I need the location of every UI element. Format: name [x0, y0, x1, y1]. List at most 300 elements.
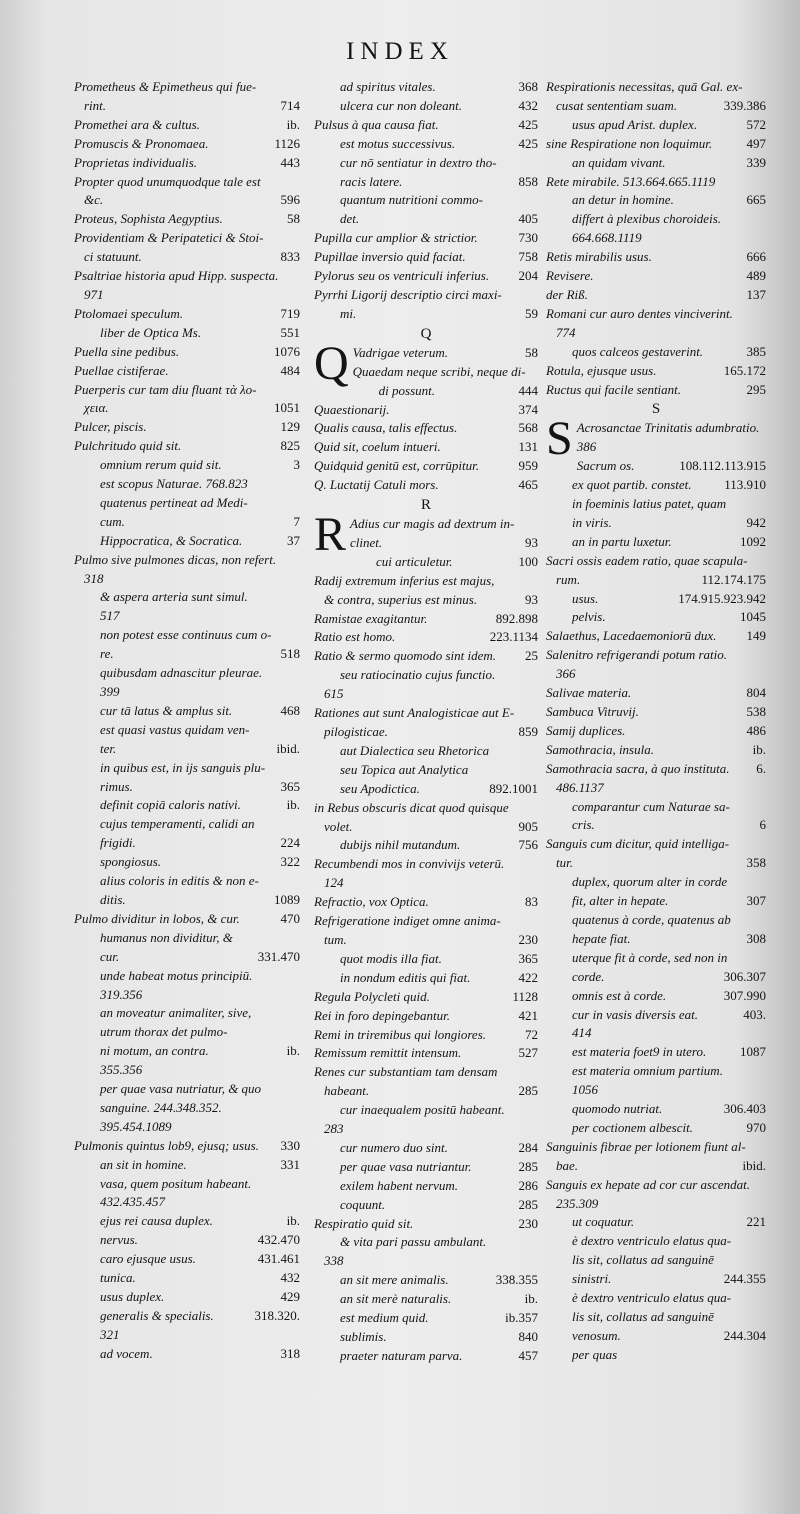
index-entry: [74, 645, 300, 664]
index-entry: [350, 515, 538, 534]
entry-page-ref: 959: [518, 458, 538, 474]
index-entry: [314, 457, 538, 476]
entry-text: differt à plexibus choroideis.: [572, 211, 721, 227]
entry-text: 366: [556, 666, 576, 682]
index-entry: [74, 1156, 300, 1175]
entry-page-ref: 59: [525, 305, 538, 321]
entry-page-ref: ib.357: [505, 1310, 538, 1326]
entry-text: Radij extremum inferius est majus,: [314, 572, 495, 588]
entry-page-ref: 365: [280, 778, 300, 794]
entry-page-ref: 970: [746, 1119, 766, 1135]
index-entry: [314, 1082, 538, 1101]
entry-text: cur in vasis diversis eat.: [572, 1006, 699, 1022]
entry-page-ref: 129: [280, 419, 300, 435]
entry-text: cur inaequalem positū habeant.: [340, 1102, 505, 1118]
index-entry: [546, 1043, 766, 1062]
entry-text: Samij duplices.: [546, 722, 626, 738]
entry-text: Romani cur auro dentes vinciverint.: [546, 305, 733, 321]
index-entry: [546, 286, 766, 305]
index-entry: [74, 872, 300, 891]
entry-text: est scopus Naturae. 768.823: [100, 476, 248, 492]
index-entry: [546, 116, 766, 135]
index-entry: [314, 1233, 538, 1252]
entry-page-ref: 244.355: [723, 1271, 766, 1287]
entry-text: Pupillae inversio quid faciat.: [314, 249, 466, 265]
entry-text: Rotula, ejusque usus.: [546, 362, 657, 378]
entry-text: Puellae cistiferae.: [74, 362, 169, 378]
entry-text: per quae vasa nutriantur.: [340, 1158, 472, 1174]
index-entry: [314, 1044, 538, 1063]
index-entry: [546, 1100, 766, 1119]
entry-page-ref: 72: [525, 1026, 538, 1042]
index-entry: [74, 399, 300, 418]
entry-page-ref: 1087: [740, 1044, 766, 1060]
entry-page-ref: 204: [518, 268, 538, 284]
index-entry: [314, 874, 538, 893]
index-entry: [314, 229, 538, 248]
entry-text: & aspera arteria sunt simul.: [100, 589, 248, 605]
index-entry: [546, 703, 766, 722]
index-entry: [546, 305, 766, 324]
entry-text: Acrosanctae Trinitatis adumbratio.: [576, 420, 760, 436]
entry-text: Puerperis cur tam diu fluant τὰ λο-: [74, 381, 257, 397]
entry-page-ref: 108.112.113.915: [679, 458, 766, 474]
entry-text: spongiosus.: [100, 854, 162, 870]
entry-page-ref: 425: [518, 135, 538, 151]
entry-text: Proteus, Sophista Aegyptius.: [74, 211, 223, 227]
entry-text: 414: [572, 1025, 592, 1041]
entry-text: cris.: [572, 817, 595, 833]
entry-text: seu ratiocinatio cujus functio.: [340, 667, 496, 683]
entry-text: an moveatur animaliter, sive,: [100, 1005, 252, 1021]
index-entry: [74, 948, 300, 967]
entry-text: est materia foet9 in utero.: [572, 1044, 707, 1060]
index-entry: [314, 572, 538, 591]
index-entry: [74, 1307, 300, 1326]
index-entry: [74, 1250, 300, 1269]
index-entry: [314, 685, 538, 704]
entry-page-ref: 719: [280, 305, 300, 321]
index-entry: [314, 1007, 538, 1026]
entry-page-ref: 368: [518, 79, 538, 94]
index-entry: [74, 78, 300, 97]
entry-page-ref: 596: [280, 192, 300, 208]
index-entry: [314, 912, 538, 931]
index-entry: [314, 931, 538, 950]
entry-page-ref: 224: [280, 835, 300, 851]
index-entry: [546, 949, 766, 968]
index-entry: [74, 418, 300, 437]
entry-page-ref: 25: [525, 648, 538, 664]
index-entry: [74, 626, 300, 645]
entry-page-ref: 58: [287, 211, 300, 227]
index-entry: [314, 286, 538, 305]
index-entry: [74, 1345, 300, 1364]
entry-text: Rationes aut sunt Analogisticae aut E-: [314, 705, 515, 721]
entry-text: Quaedam neque scribi, neque di-: [352, 363, 526, 379]
entry-text: an detur in homine.: [572, 192, 674, 208]
index-entry: [546, 1176, 766, 1195]
index-entry: [314, 855, 538, 874]
entry-page-ref: 825: [280, 438, 300, 454]
index-entry: [74, 551, 300, 570]
entry-page-ref: 58: [525, 344, 538, 360]
entry-text: det.: [340, 211, 360, 227]
entry-text: Ructus qui facile sentiant.: [546, 381, 682, 397]
index-entry: [74, 1137, 300, 1156]
entry-text: Pulmo dividitur in lobos, & cur.: [74, 910, 240, 926]
entry-text: Qualis causa, talis effectus.: [314, 420, 458, 436]
index-entry: [546, 968, 766, 987]
index-entry: [74, 1118, 300, 1137]
index-entry: [74, 286, 300, 305]
entry-page-ref: 339: [746, 154, 766, 170]
entry-page-ref: 307: [746, 893, 766, 909]
index-entry: [546, 911, 766, 930]
entry-text: Samothracia sacra, à quo instituta.: [546, 760, 730, 776]
index-column-1: [74, 78, 300, 1510]
index-entry: [546, 798, 766, 817]
index-column-2: [314, 78, 538, 1510]
page-header: INDEX: [346, 38, 454, 65]
entry-text: an sit in homine.: [100, 1156, 187, 1172]
index-entry: [546, 1232, 766, 1251]
entry-page-ref: 518: [280, 646, 300, 662]
entry-page-ref: 431.461: [257, 1251, 300, 1267]
index-entry: [546, 1119, 766, 1138]
index-entry: [546, 1024, 766, 1043]
index-entry: [74, 1061, 300, 1080]
index-entry: [74, 910, 300, 929]
entry-text: humanus non dividitur, &: [100, 929, 233, 945]
entry-text: 395.454.1089: [100, 1118, 172, 1134]
index-entry: [74, 532, 300, 551]
entry-text: der Riß.: [546, 286, 588, 302]
entry-page-ref: 6: [759, 817, 766, 833]
entry-text: Remissum remittit intensum.: [314, 1045, 462, 1061]
entry-page-ref: 942: [746, 514, 766, 530]
entry-page-ref: 443: [280, 154, 300, 170]
entry-page-ref: 3: [293, 457, 300, 473]
index-entry: [546, 1138, 766, 1157]
index-entry: [546, 476, 766, 495]
entry-page-ref: 1045: [740, 609, 766, 625]
index-entry: [546, 779, 766, 798]
index-entry: [314, 419, 538, 438]
entry-text: Sambuca Vitruvij.: [546, 704, 639, 719]
index-entry: [74, 97, 300, 116]
entry-text: Revisere.: [546, 268, 594, 284]
index-entry: [546, 210, 766, 229]
index-entry: [546, 514, 766, 533]
entry-page-ref: 572: [746, 116, 766, 132]
entry-text: 774: [556, 324, 576, 340]
entry-page-ref: 285: [518, 1083, 538, 1099]
entry-text: in foeminis latius patet, quam: [572, 496, 727, 512]
entry-text: Promethei ara & cultus.: [74, 116, 200, 132]
entry-text: Pulmo sive pulmones dicas, non refert.: [74, 551, 277, 567]
entry-text: est medium quid.: [340, 1310, 429, 1326]
index-entry: [314, 135, 538, 154]
entry-text: generalis & specialis.: [100, 1307, 214, 1323]
entry-text: fit, alter in hepate.: [572, 893, 669, 909]
entry-text: exilem habent nervum.: [340, 1177, 459, 1193]
entry-text: Retis mirabilis usus.: [546, 249, 652, 265]
entry-text: ter.: [100, 740, 117, 756]
entry-text: coquunt.: [340, 1196, 386, 1212]
index-entry: [546, 1251, 766, 1270]
entry-page-ref: 284: [518, 1139, 538, 1155]
index-entry: [74, 210, 300, 229]
entry-page-ref: 113.910: [724, 477, 766, 493]
entry-text: 355.356: [100, 1062, 143, 1078]
entry-page-ref: 665: [746, 192, 766, 208]
index-entry: [314, 191, 538, 210]
entry-text: rint.: [84, 97, 107, 113]
entry-page-ref: 527: [518, 1045, 538, 1061]
index-entry: [74, 1042, 300, 1061]
index-entry: [74, 1004, 300, 1023]
entry-page-ref: 330: [280, 1137, 300, 1153]
index-entry: [353, 344, 538, 363]
entry-page-ref: 859: [518, 724, 538, 739]
entry-page-ref: 489: [746, 268, 766, 284]
entry-page-ref: 318.320.: [254, 1307, 300, 1323]
index-entry: [74, 191, 300, 210]
entry-text: quantum nutritioni commo-: [340, 192, 483, 208]
entry-page-ref: 666: [746, 249, 766, 265]
index-entry: [353, 382, 538, 401]
entry-text: Ratio est homo.: [314, 629, 396, 645]
entry-page-ref: 285: [518, 1196, 538, 1212]
entry-text: habeant.: [324, 1083, 370, 1099]
entry-text: sine Respiratione non loquimur.: [546, 135, 713, 151]
drop-capital: R: [314, 508, 347, 562]
entry-text: non potest esse continuus cum o-: [100, 627, 272, 643]
index-entry: [546, 362, 766, 381]
drop-capital: S: [546, 412, 573, 466]
index-entry: [314, 1026, 538, 1045]
entry-text: ut coquatur.: [572, 1214, 635, 1230]
index-entry: [74, 475, 300, 494]
index-entry: [546, 1213, 766, 1232]
entry-page-ref: 538: [746, 704, 766, 719]
entry-page-ref: 484: [280, 362, 300, 378]
entry-page-ref: 221: [746, 1214, 766, 1230]
entry-text: uterque fit à corde, sed non in: [572, 949, 728, 965]
entry-text: lis sit, collatus ad sanguinē: [572, 1252, 714, 1268]
index-entry: [74, 1099, 300, 1118]
entry-text: ad spiritus vitales.: [340, 79, 436, 94]
index-entry: [74, 1175, 300, 1194]
entry-text: ditis.: [100, 891, 126, 907]
entry-page-ref: 486: [746, 722, 766, 738]
entry-text: Puella sine pedibus.: [74, 343, 180, 359]
index-entry: [74, 607, 300, 626]
index-entry: [546, 1289, 766, 1308]
entry-text: volet.: [324, 818, 353, 834]
index-entry: [546, 892, 766, 911]
index-entry: [314, 761, 538, 780]
entry-page-ref: 230: [518, 1215, 538, 1231]
entry-text: in quibus est, in ijs sanguis plu-: [100, 759, 266, 775]
entry-text: di possunt.: [378, 382, 436, 398]
entry-text: an sit mere animalis.: [340, 1272, 449, 1288]
entry-page-ref: 307.990: [723, 987, 766, 1003]
index-entry: [546, 608, 766, 627]
entry-text: tur.: [556, 855, 573, 871]
index-entry: [74, 116, 300, 135]
entry-text: Psaltriae historia apud Hipp. suspecta.: [74, 268, 279, 284]
entry-text: 664.668.1119: [572, 230, 642, 246]
index-entry: [546, 816, 766, 835]
entry-page-ref: 174.915.923.942: [678, 590, 766, 606]
entry-text: 971: [84, 286, 104, 302]
entry-page-ref: 165.172: [723, 362, 766, 378]
index-entry: [74, 1193, 300, 1212]
index-entry: [74, 986, 300, 1005]
entry-page-ref: 833: [280, 249, 300, 265]
index-entry: [314, 1063, 538, 1082]
entry-page-ref: 318: [280, 1345, 300, 1361]
entry-page-ref: ibid.: [742, 1157, 766, 1173]
index-entry: [546, 627, 766, 646]
entry-text: è dextro ventriculo elatus qua-: [572, 1290, 732, 1306]
index-entry: [314, 210, 538, 229]
index-entry: [577, 438, 766, 457]
entry-page-ref: 444: [518, 382, 538, 398]
entry-text: 517: [100, 608, 120, 624]
index-entry: [546, 78, 766, 97]
entry-text: sublimis.: [340, 1329, 387, 1344]
entry-page-ref: 465: [518, 477, 538, 493]
entry-text: est motus successivus.: [340, 135, 456, 151]
entry-text: Ramistae exagitantur.: [314, 610, 428, 626]
index-entry: [74, 305, 300, 324]
index-entry: [546, 571, 766, 590]
entry-text: usus apud Arist. duplex.: [572, 116, 698, 132]
entry-page-ref: 285: [518, 1158, 538, 1174]
entry-text: 615: [324, 686, 344, 702]
index-entry: [546, 1157, 766, 1176]
index-entry: [74, 381, 300, 400]
index-entry: [74, 683, 300, 702]
entry-page-ref: 112.174.175: [701, 571, 766, 587]
section-letter: S: [651, 401, 661, 418]
index-entry: [74, 778, 300, 797]
index-entry: [314, 476, 538, 495]
entry-page-ref: ib.: [286, 116, 300, 132]
entry-text: cui articuletur.: [376, 553, 453, 569]
entry-text: an sit merè naturalis.: [340, 1291, 452, 1307]
index-entry: [546, 854, 766, 873]
entry-page-ref: 385: [746, 343, 766, 359]
entry-text: est quasi vastus quidam ven-: [100, 721, 250, 737]
index-entry: [314, 1290, 538, 1309]
entry-text: ejus rei causa duplex.: [100, 1213, 213, 1229]
entry-text: ex quot partib. constet.: [572, 477, 692, 493]
index-entry: [314, 1271, 538, 1290]
index-entry: [546, 1270, 766, 1289]
entry-page-ref: 892.1001: [489, 780, 538, 796]
index-entry: [314, 267, 538, 286]
entry-text: è dextro ventriculo elatus qua-: [572, 1233, 732, 1249]
entry-text: est materia omnium partium.: [572, 1063, 723, 1079]
entry-page-ref: 331.470: [257, 948, 300, 964]
entry-text: Quid sit, coelum intueri.: [314, 439, 441, 455]
index-entry: [74, 853, 300, 872]
index-entry: [350, 534, 538, 553]
entry-text: Ptolomaei speculum.: [74, 305, 184, 321]
entry-text: omnis est à corde.: [572, 987, 667, 1003]
index-entry: [546, 173, 766, 192]
index-entry: [546, 135, 766, 154]
entry-text: aut Dialectica seu Rhetorica: [340, 742, 490, 758]
entry-text: 1056: [572, 1082, 598, 1098]
index-entry: [314, 248, 538, 267]
entry-text: Refrigeratione indiget omne anima-: [314, 913, 501, 929]
entry-text: an in partu luxetur.: [572, 533, 672, 549]
entry-text: Pylorus seu os ventriculi inferius.: [314, 268, 490, 284]
index-entry: [74, 1023, 300, 1042]
entry-page-ref: 339.386: [723, 97, 766, 113]
index-entry: [74, 740, 300, 759]
index-entry: [314, 1158, 538, 1177]
index-entry: [546, 154, 766, 173]
entry-text: per coctionem albescit.: [572, 1119, 693, 1135]
index-entry: [314, 173, 538, 192]
entry-text: Rei in foro depingebantur.: [314, 1007, 451, 1023]
entry-text: Respiratio quid sit.: [314, 1215, 414, 1231]
index-entry: [546, 1006, 766, 1025]
entry-text: bae.: [556, 1157, 579, 1173]
entry-text: per quas: [572, 1346, 618, 1362]
entry-text: Proprietas individualis.: [74, 154, 198, 170]
entry-page-ref: 432.470: [257, 1232, 300, 1248]
index-entry: [314, 1309, 538, 1328]
index-entry: [577, 457, 766, 476]
entry-page-ref: 6.: [756, 760, 766, 776]
entry-text: 283: [324, 1121, 344, 1137]
entry-text: tunica.: [100, 1270, 136, 1286]
index-entry: [546, 1195, 766, 1214]
index-entry: [546, 248, 766, 267]
entry-text: 124: [324, 875, 344, 891]
entry-page-ref: 37: [287, 532, 300, 548]
entry-page-ref: 421: [518, 1007, 538, 1023]
index-entry: [314, 666, 538, 685]
index-entry: [314, 742, 538, 761]
entry-page-ref: 137: [746, 286, 766, 302]
entry-text: rimus.: [100, 778, 133, 794]
entry-text: alius coloris in editis & non e-: [100, 873, 259, 889]
index-entry: [314, 305, 538, 324]
index-entry: [314, 154, 538, 173]
entry-page-ref: 905: [518, 818, 538, 834]
entry-text: Vadrigae veterum.: [352, 344, 448, 360]
index-entry: [74, 570, 300, 589]
entry-text: Pulsus à qua causa fiat.: [314, 116, 439, 132]
index-entry: [314, 893, 538, 912]
entry-text: tum.: [324, 931, 347, 947]
entry-page-ref: 1126: [274, 135, 300, 151]
entry-page-ref: 714: [280, 97, 300, 113]
entry-page-ref: 804: [746, 685, 766, 701]
index-entry: [314, 647, 538, 666]
entry-page-ref: 322: [280, 854, 300, 870]
index-entry: [546, 930, 766, 949]
index-entry: [314, 1120, 538, 1139]
